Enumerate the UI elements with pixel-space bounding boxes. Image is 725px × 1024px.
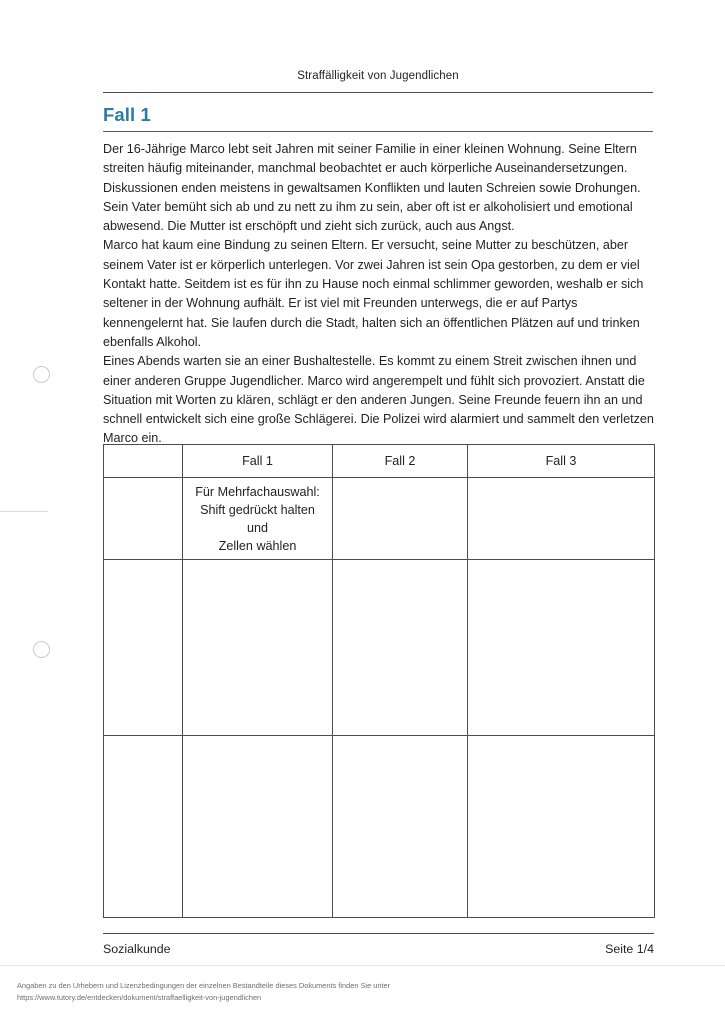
table-cell-r3c2[interactable]: [183, 736, 333, 918]
table-row: [104, 478, 655, 560]
table-cell-r1c1[interactable]: [104, 478, 183, 560]
header-rule: [103, 92, 653, 93]
table-header-row: [104, 445, 655, 478]
licence-footnote: [17, 980, 707, 1003]
licence-footnote-line-1: Angaben zu den Urhebern und Lizenzbedingungen der einzelnen Bestandteile dieses Dokuments finden Sie unter: [17, 981, 391, 990]
section-heading-rule: [103, 131, 653, 132]
table-header-cell-blank: [104, 445, 183, 478]
table-cell-r2c4[interactable]: [468, 560, 655, 736]
footer-rule: [103, 933, 654, 934]
table-row: [104, 736, 655, 918]
table-cell-r2c2[interactable]: [183, 560, 333, 736]
punch-hole-icon-bottom: [33, 641, 50, 658]
multiselect-hint: Für Mehrfachauswahl: Shift gedrückt halten und Zellen wählen: [195, 484, 320, 553]
licence-footnote-url[interactable]: https://www.tutory.de/entdecken/dokument/straffaelligkeit-von-jugendlichen: [17, 992, 262, 1002]
table-cell-r3c3[interactable]: [333, 736, 468, 918]
section-heading: Fall 1: [103, 104, 151, 125]
fold-mark-line: [0, 511, 48, 512]
table-header-cell-fall-1: Fall 1: [183, 445, 333, 478]
footer-page-number: Seite 1/4: [605, 942, 654, 956]
case-description-text: [103, 140, 655, 449]
paragraph-1: Der 16-Jährige Marco lebt seit Jahren mit seiner Familie in einer kleinen Wohnung. Seine Eltern streiten häufig miteinander, manchmal beobachtet er auch körperliche Auseinandersetzungen. Diskussionen enden meistens in gewaltsamen Konflikten und lauten Schreien sowie Drohungen. Sein Vater bemüht sich ab und zu nett zu ihm zu sein, aber oft ist er alkoholisiert und emotional abwesend. Die Mutter ist erschöpft und zieht sich zurück, auch aus Angst.: [103, 142, 641, 234]
table-cell-r3c4[interactable]: [468, 736, 655, 918]
table-cell-r2c3[interactable]: [333, 560, 468, 736]
footnote-separator: [0, 965, 725, 966]
table-row: [104, 560, 655, 736]
table-cell-r1c3[interactable]: [333, 478, 468, 560]
paragraph-2: Marco hat kaum eine Bindung zu seinen Eltern. Er versucht, seine Mutter zu beschützen, aber seinem Vater ist er körperlich unterlegen. Vor zwei Jahren ist sein Opa gestorben, zu dem er viel Kontakt hatte. Seitdem ist es für ihn zu Hause noch einmal schlimmer geworden, weshalb er sich seltener in der Wohnung aufhält. Er ist viel mit Freunden unterwegs, die er auf Partys kennengelernt hat. Sie laufen durch die Stadt, halten sich an öffentlichen Plätzen auf und trinken ebenfalls Alkohol.: [103, 238, 644, 349]
paragraph-3: Eines Abends warten sie an einer Bushaltestelle. Es kommt zu einem Streit zwischen ihnen und einer anderen Gruppe Jugendlicher. Marco wird angerempelt und fühlt sich provoziert. Anstatt die Situation mit Worten zu klären, schlägt er den anderen Jungen. Seine Freunde feuern ihn an und schnell entwickelt sich eine große Schlägerei. Die Polizei wird alarmiert und sammelt den verletzen Marco ein.: [103, 354, 654, 446]
document-header-title: Straffälligkeit von Jugendlichen: [297, 70, 459, 82]
case-comparison-table: [103, 444, 655, 918]
document-footer: [103, 942, 654, 956]
footer-subject: Sozialkunde: [103, 942, 171, 956]
table-header-cell-fall-2: Fall 2: [333, 445, 468, 478]
table-header-cell-fall-3: Fall 3: [468, 445, 655, 478]
table-cell-r1c4[interactable]: [468, 478, 655, 560]
table-cell-r2c1[interactable]: [104, 560, 183, 736]
table-cell-r3c1[interactable]: [104, 736, 183, 918]
table-cell-r1c2[interactable]: [183, 478, 333, 560]
punch-hole-icon-top: [33, 366, 50, 383]
